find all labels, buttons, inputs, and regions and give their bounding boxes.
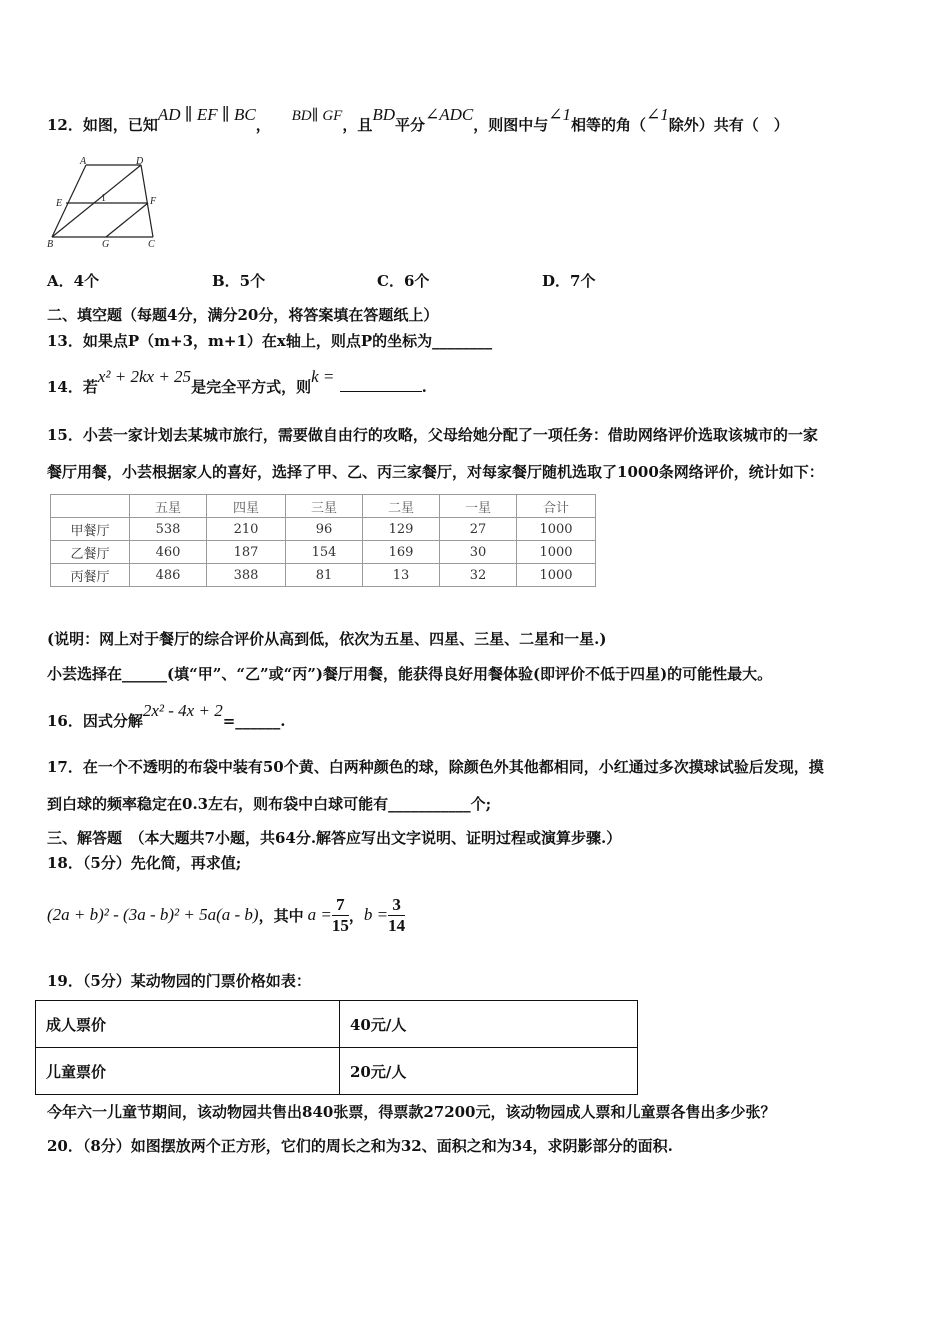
table-row: [51, 541, 596, 564]
q12-and: ，且: [342, 116, 373, 134]
label-a: A: [80, 156, 87, 167]
q12-option-a: A．4个: [47, 272, 100, 290]
q15-note: (说明：网上对于餐厅的综合评价从高到低，依次为五星、四星、三星、二星和一星.): [47, 630, 607, 648]
q18-b-eq: b =: [363, 905, 389, 924]
label-b: B: [47, 239, 54, 250]
q20-text: 20．（8分）如图摆放两个正方形，它们的周长之和为32、面积之和为34，求阴影部分的面积.: [47, 1137, 673, 1155]
table-cell: 486: [130, 564, 207, 587]
q15-line1: 15．小芸一家计划去某城市旅行，需要做自由行的攻略，父母给她分配了一项任务：借助网络评价选取该城市的一家: [47, 426, 818, 444]
q18-where: ，其中: [258, 906, 304, 925]
table-row: [36, 1048, 638, 1095]
q17-line2: 到白球的频率稳定在0.3左右，则布袋中白球可能有___________个;: [47, 795, 492, 813]
price-table: [35, 1000, 638, 1095]
q14-math-k: k =: [311, 367, 335, 386]
q18-a-eq: a =: [307, 905, 332, 924]
q14-suffix: .: [421, 378, 427, 396]
table-cell: 1000: [517, 541, 596, 564]
segment-bd: [52, 165, 141, 237]
q14-math-expr: x² + 2kx + 25: [97, 367, 192, 386]
q16-math-expr: 2x² - 4x + 2: [142, 701, 223, 720]
q18-title: 18．（5分）先化简，再求值;: [47, 854, 242, 872]
table-cell: 1000: [517, 564, 596, 587]
ratings-header: 三星: [286, 495, 363, 518]
q12-option-d: D．7个: [542, 272, 596, 290]
q12-option-c: C．6个: [377, 272, 430, 290]
q12-figure: [44, 155, 164, 250]
q12-math-adc: ∠ADC: [425, 105, 474, 124]
ratings-header: [51, 495, 130, 518]
section2-heading: 二、填空题（每题4分，满分20分，将答案填在答题纸上）: [47, 306, 439, 324]
ratings-header: 二星: [363, 495, 440, 518]
ratings-header-row: [51, 495, 596, 518]
q12-option-b: B．5个: [212, 272, 266, 290]
section3-heading: 三、解答题 （本大题共7小题，共64分.解答应写出文字说明、证明过程或演算步骤.）: [47, 829, 622, 847]
q16-suffix: =______.: [222, 712, 286, 730]
q12-math-parallel: AD ∥ EF ∥ BC: [157, 105, 256, 124]
q16-line: [47, 701, 286, 731]
q18-math-expr: (2a + b)² - (3a - b)² + 5a(a - b): [47, 905, 259, 924]
q16-prefix: 16．因式分解: [47, 712, 143, 730]
label-1: 1: [101, 193, 106, 204]
q12-sep: ，: [255, 116, 271, 134]
q18-expression: [47, 892, 405, 938]
q14-line: [47, 367, 427, 397]
price-value-child: 20元/人: [340, 1048, 638, 1095]
ratings-header: 一星: [440, 495, 517, 518]
table-cell: 13: [363, 564, 440, 587]
q12-math-bd-gf: BD∥ GF: [291, 108, 343, 124]
q18-b-denominator: 14: [388, 915, 406, 935]
table-cell: 丙餐厅: [51, 564, 130, 587]
ratings-header: 五星: [130, 495, 207, 518]
label-d: D: [136, 156, 144, 167]
q12-math-angle1b: ∠1: [646, 105, 669, 124]
q17-line1: 17．在一个不透明的布袋中装有50个黄、白两种颜色的球，除颜色外其他都相同，小红通过多次摸球试验后发现，摸: [47, 758, 824, 776]
table-cell: 27: [440, 518, 517, 541]
q18-comma: ，: [348, 906, 364, 925]
q18-fraction-b: [388, 895, 405, 936]
table-cell: 169: [363, 541, 440, 564]
q14-answer-blank: [340, 377, 422, 392]
q19-title: 19．（5分）某动物园的门票价格如表：: [47, 972, 311, 990]
label-g: G: [102, 239, 110, 250]
price-label-adult: 成人票价: [36, 1001, 340, 1048]
table-cell: 96: [286, 518, 363, 541]
table-cell: 187: [207, 541, 286, 564]
q12-then: ，则图中与: [473, 116, 549, 134]
table-cell: 538: [130, 518, 207, 541]
q12-math-bd: BD: [372, 105, 395, 124]
q15-line2: 餐厅用餐，小芸根据家人的喜好，选择了甲、乙、丙三家餐厅，对每家餐厅随机选取了1000条网络评价，统计如下：: [47, 463, 824, 481]
q12-equal: 相等的角（: [571, 116, 647, 134]
q18-fraction-a: [332, 895, 349, 936]
q19-question: 今年六一儿童节期间，该动物园共售出840张票，得票款27200元，该动物园成人票和儿童票各售出多少张？: [47, 1103, 776, 1121]
q15-question: 小芸选择在______(填“甲”、“乙”或“丙”)餐厅用餐，能获得良好用餐体验(即评价不低于四星)的可能性最大。: [47, 665, 773, 683]
table-cell: 1000: [517, 518, 596, 541]
ratings-header: 合计: [517, 495, 596, 518]
price-label-child: 儿童票价: [36, 1048, 340, 1095]
price-value-adult: 40元/人: [340, 1001, 638, 1048]
q12-bisects: 平分: [395, 116, 426, 134]
q12-prefix: 12．如图，已知: [47, 116, 158, 134]
table-cell: 154: [286, 541, 363, 564]
table-cell: 210: [207, 518, 286, 541]
q12-suffix: 除外）共有（ ）: [668, 116, 789, 134]
table-row: [36, 1001, 638, 1048]
q12-line: [47, 105, 789, 135]
table-row: [51, 564, 596, 587]
q13-text: 13．如果点P（m+3，m+1）在x轴上，则点P的坐标为________: [47, 332, 493, 350]
label-e: E: [56, 198, 63, 209]
table-cell: 甲餐厅: [51, 518, 130, 541]
q14-prefix: 14．若: [47, 378, 98, 396]
label-f: F: [150, 196, 157, 207]
table-row: [51, 518, 596, 541]
table-cell: 129: [363, 518, 440, 541]
q18-a-numerator: 7: [332, 895, 349, 916]
q14-mid: 是完全平方式，则: [191, 378, 312, 396]
table-cell: 460: [130, 541, 207, 564]
table-cell: 81: [286, 564, 363, 587]
table-cell: 乙餐厅: [51, 541, 130, 564]
segment-gf: [106, 203, 148, 237]
q12-math-angle1: ∠1: [548, 105, 572, 124]
ratings-table: [50, 494, 596, 587]
table-cell: 388: [207, 564, 286, 587]
table-cell: 30: [440, 541, 517, 564]
table-cell: 32: [440, 564, 517, 587]
q18-b-numerator: 3: [388, 895, 405, 916]
label-c: C: [148, 239, 155, 250]
ratings-header: 四星: [207, 495, 286, 518]
q18-a-denominator: 15: [331, 915, 349, 935]
